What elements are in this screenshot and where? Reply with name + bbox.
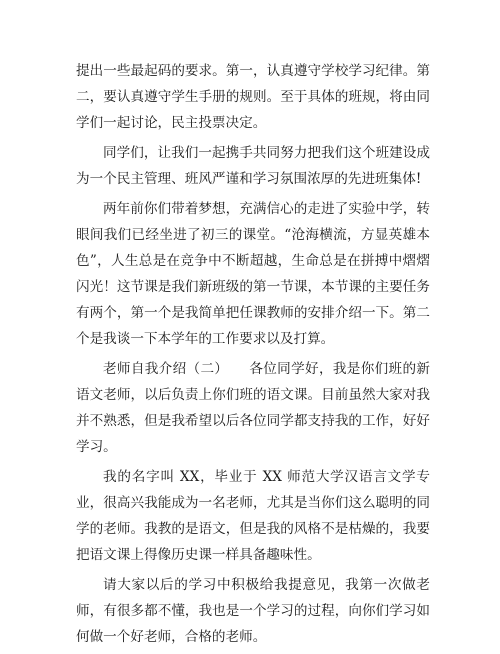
paragraph-self-intro: 老师自我介绍（二） 各位同学好，我是你们班的新语文老师，以后负责上你们班的语文课。目前虽然大家对我并不熟悉，但是我希望以后各位同学都支持我的工作，好好学习。: [76, 361, 430, 455]
paragraph-feedback-request: 请大家以后的学习中积极给我提意见，我第一次做老师，有很多都不懂，我也是一个学习的过程，向你们学习如何做一个好老师，合格的老师。: [76, 577, 430, 645]
paragraph-first-lesson: 两年前你们带着梦想，充满信心的走进了实验中学，转眼间我们已经坐进了初三的课堂。“沧海横流，方显英雄本色”，人生总是在竞争中不断超越，生命总是在拼搏中熠熠闪光！这节课是我们新班级的第一节课，本节课的主要任务有两个，第一个是我简单把任课教师的安排介绍一下。第二个是我谈一下本学年的工作要求以及打算。: [76, 201, 430, 347]
document-page: [76, 58, 430, 654]
paragraph-name-background: 我的名字叫 XX，毕业于 XX 师范大学汉语言文学专业，很高兴我能成为一名老师，尤其是当你们这么聪明的同学的老师。我教的是语文，但是我的风格不是枯燥的，我要把语文课上得像历史课一样具备趣味性。: [76, 469, 430, 563]
paragraph-class-goal: 同学们，让我们一起携手共同努力把我们这个班建设成为一个民主管理、班风严谨和学习氛围浓厚的先进班集体!: [76, 145, 430, 187]
paragraph-requirements: 提出一些最起码的要求。第一，认真遵守学校学习纪律。第二，要认真遵守学生手册的规则。至于具体的班规，将由同学们一起讨论，民主投票决定。: [76, 63, 430, 131]
